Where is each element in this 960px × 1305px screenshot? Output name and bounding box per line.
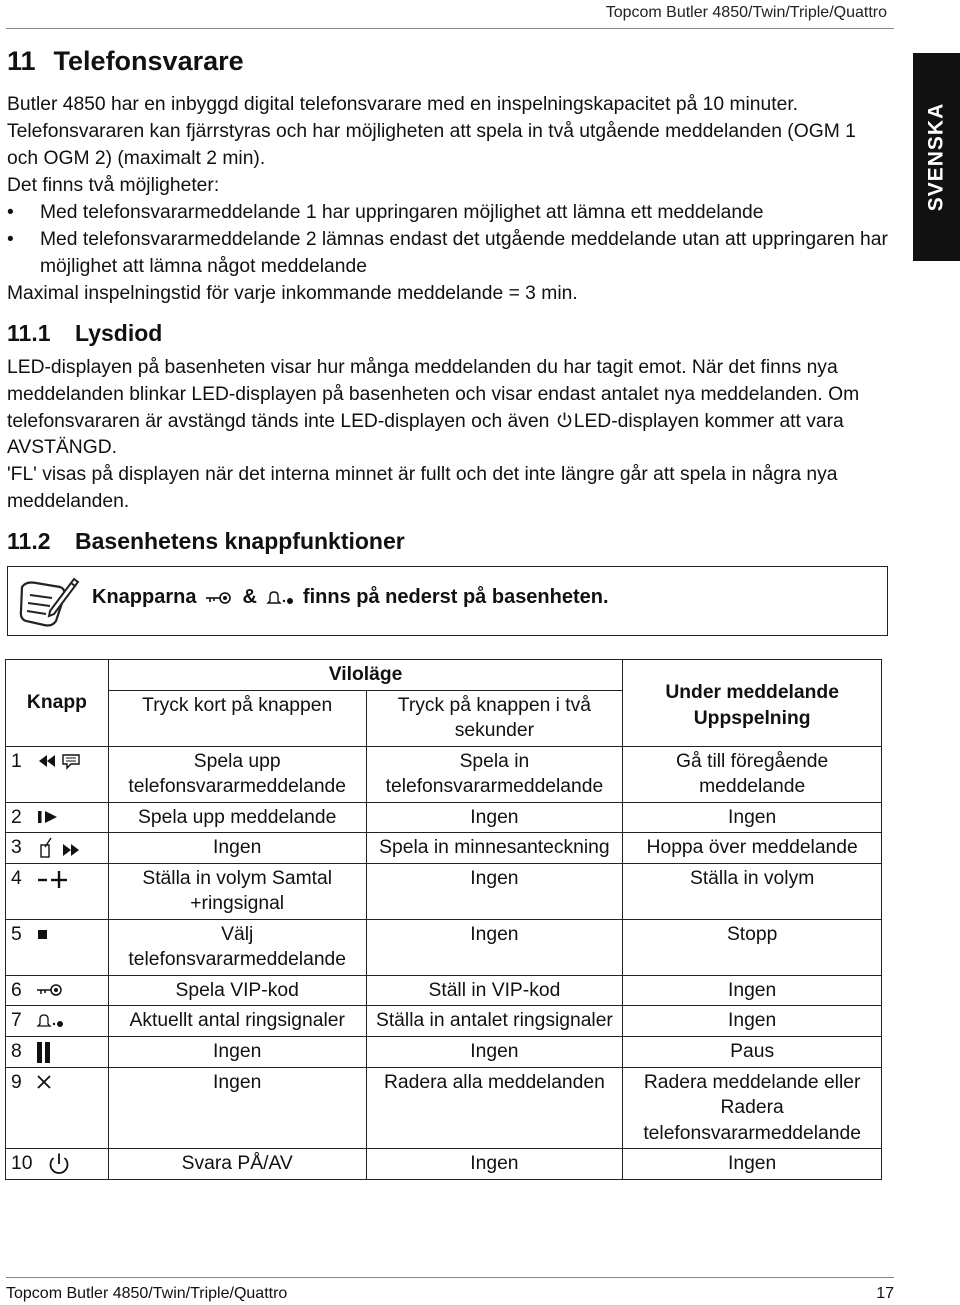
running-header: Topcom Butler 4850/Twin/Triple/Quattro <box>605 4 887 21</box>
vip-key-icon <box>35 982 65 998</box>
header-idle: Viloläge <box>108 660 622 691</box>
volume-minus-plus-icon <box>35 867 71 889</box>
play-icon <box>35 808 63 826</box>
subsection-heading-buttons: 11.2 Basenhetens knappfunktioner <box>7 528 405 554</box>
stop-icon <box>35 925 53 943</box>
table-row: 8 Ingen Ingen Paus <box>6 1036 882 1067</box>
possibilities-text: Det finns två möjligheter: <box>7 175 220 196</box>
header-key: Knapp <box>6 660 109 747</box>
language-tab-label: SVENSKA <box>924 102 948 212</box>
ring-count-icon <box>265 590 295 606</box>
subsection-heading-lysdiod: 11.1 Lysdiod <box>7 320 163 346</box>
language-tab <box>913 53 960 261</box>
section-heading <box>7 46 244 77</box>
power-icon <box>556 411 573 429</box>
table-row: 5 Välj telefonsvararmeddelande Ingen Stopp <box>6 919 882 975</box>
led-paragraph: LED-displayen på basenheten visar hur många meddelanden du har tagit emot. När det finns nya meddelanden blinkar LED-displayen på basenheten och visar endast antalet nya meddelanden. Om telefonsvararen är avstängd tänds inte LED-displayen och även LED-displayen kommer att vara AVSTÄNGD. <box>7 357 860 459</box>
intro-paragraph: Butler 4850 har en inbyggd digital telefonsvarare med en inspelningskapacitet på 10 minuter. Telefonsvararen kan fjärrstyras och har möjligheten att spela in två utgående meddelanden (OGM 1 och OGM 2) (maximalt 2 min). <box>7 94 856 169</box>
note-pencil-icon <box>16 573 82 629</box>
key-function-table <box>5 659 882 1180</box>
note-text: Knapparna & finns på nederst på basenheten. <box>92 586 609 608</box>
table-row: 1 Spela upp telefonsvararmeddelande Spela in telefonsvararmeddelande Gå till föregående meddelande <box>6 746 882 802</box>
table-row: 7 Aktuellt antal ringsignaler Ställa in antalet ringsignaler Ingen <box>6 1006 882 1037</box>
header-divider <box>6 28 894 29</box>
delete-x-icon <box>35 1073 55 1091</box>
page-number: 17 <box>876 1285 894 1302</box>
note-box <box>7 566 888 636</box>
table-row: 10 Svara PÅ/AV Ingen Ingen <box>6 1149 882 1180</box>
max-time-text: Maximal inspelningstid för varje inkommande meddelande = 3 min. <box>7 283 578 304</box>
header-short-press: Tryck kort på knappen <box>108 690 366 746</box>
running-footer: Topcom Butler 4850/Twin/Triple/Quattro <box>6 1285 288 1302</box>
table-row: 3 Ingen Spela in minnesanteckning Hoppa över meddelande <box>6 833 882 864</box>
memory-full-paragraph: 'FL' visas på displayen när det interna minnet är fullt och det inte längre går att spela in några nya meddelanden. <box>7 464 838 512</box>
table-row: 2 Spela upp meddelande Ingen Ingen <box>6 802 882 833</box>
section-number: 11 <box>7 46 36 76</box>
section-title: Telefonsvarare <box>53 46 244 76</box>
table-row: 4 Ställa in volym Samtal +ringsignal Ingen Ställa in volym <box>6 863 882 919</box>
header-during: Under meddelande Uppspelning <box>623 660 882 747</box>
bullet-item-1: • Med telefonsvararmeddelande 1 har uppringaren möjlighet att lämna ett meddelande <box>7 202 764 223</box>
pause-icon <box>35 1039 53 1065</box>
rewind-message-icon <box>35 752 83 770</box>
footer-divider <box>6 1277 894 1278</box>
header-long-press: Tryck på knappen i två sekunder <box>366 690 623 746</box>
bullet-item-2: • Med telefonsvararmeddelande 2 lämnas endast det utgående meddelande utan att uppringaren har möjlighet att lämna något meddelande <box>7 229 888 277</box>
ring-count-icon <box>35 1013 65 1029</box>
table-row: 6 Spela VIP-kod Ställ in VIP-kod Ingen <box>6 975 882 1006</box>
power-icon <box>46 1151 72 1177</box>
vip-key-icon <box>204 590 234 606</box>
table-row: 9 Ingen Radera alla meddelanden Radera meddelande eller Radera telefonsvararmeddelande <box>6 1067 882 1149</box>
memo-forward-icon <box>35 837 85 859</box>
